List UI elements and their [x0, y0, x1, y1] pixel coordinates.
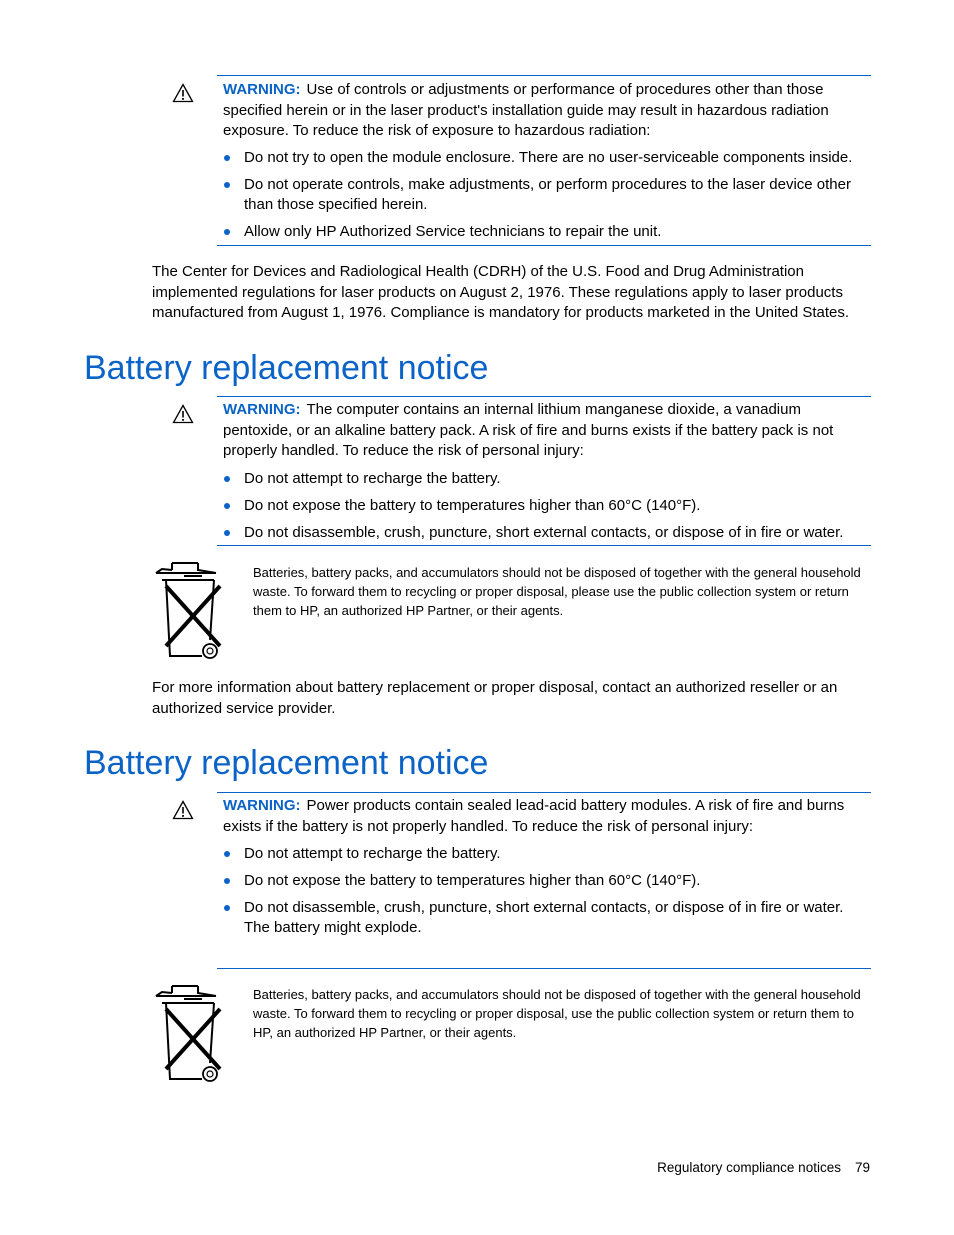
- list-item-text: Do not expose the battery to temperatures higher than 60°C (140°F).: [244, 872, 701, 889]
- list-item: [223, 222, 867, 242]
- warning-label: WARNING:: [223, 401, 301, 418]
- list-item-text: Do not attempt to recharge the battery.: [244, 845, 501, 862]
- warning-triangle-icon: [172, 404, 194, 424]
- crossed-out-wheeled-bin-icon: [152, 983, 226, 1083]
- list-item: [223, 469, 867, 489]
- section-heading: Battery replacement notice: [84, 349, 489, 387]
- warning-top-rule: [217, 396, 871, 397]
- bullet-dot: [224, 229, 230, 235]
- warning-label: WARNING:: [223, 81, 301, 98]
- page-number: 79: [854, 1160, 870, 1175]
- bullet-dot: [224, 878, 230, 884]
- disposal-text: Batteries, battery packs, and accumulators should not be disposed of together with the general household waste. To forward them to recycling or proper disposal, use the public collection system or return them to HP, an authorized HP Partner, or their agents.: [253, 987, 861, 1040]
- more-info-paragraph: For more information about battery replacement or proper disposal, contact an authorized reseller or an authorized service provider.: [152, 679, 838, 717]
- warning-bottom-rule: [217, 545, 871, 546]
- warning-label: WARNING:: [223, 797, 301, 814]
- warning-body: Use of controls or adjustments or performance of procedures other than those specified herein or in the laser product's installation guide may result in hazardous radiation exposure. To reduce the risk of exposure to hazardous radiation:: [223, 81, 829, 139]
- list-item-text: Do not attempt to recharge the battery.: [244, 470, 501, 487]
- lithium-warning-text: [223, 400, 867, 462]
- bullet-dot: [224, 476, 230, 482]
- bullet-dot: [224, 530, 230, 536]
- warning-bottom-rule: [217, 968, 871, 969]
- list-item: [223, 148, 867, 168]
- bullet-dot: [224, 851, 230, 857]
- bullet-dot: [224, 503, 230, 509]
- list-item: [223, 175, 867, 215]
- bullet-dot: [224, 182, 230, 188]
- list-item: [223, 844, 867, 864]
- page-footer: [657, 1158, 870, 1178]
- warning-body: The computer contains an internal lithium manganese dioxide, a vanadium pentoxide, or an alkaline battery pack. A risk of fire and burns exists if the battery pack is not properly handled. To reduce the risk of personal injury:: [223, 401, 834, 459]
- list-item-text: Do not operate controls, make adjustments, or perform procedures to the laser device other than those specified herein.: [244, 176, 851, 213]
- list-item: [223, 871, 867, 891]
- warning-top-rule: [217, 75, 871, 76]
- list-item-text: Do not disassemble, crush, puncture, short external contacts, or dispose of in fire or water. The battery might explode.: [244, 899, 844, 936]
- cdrh-paragraph: The Center for Devices and Radiological Health (CDRH) of the U.S. Food and Drug Administration implemented regulations for laser products on August 2, 1976. These regulations apply to laser products manufactured from August 1, 1976. Compliance is mandatory for products marketed in the United States.: [152, 263, 850, 322]
- footer-section-title: Regulatory compliance notices: [657, 1160, 841, 1175]
- list-item: [223, 898, 867, 938]
- list-item-text: Do not expose the battery to temperatures higher than 60°C (140°F).: [244, 497, 701, 514]
- laser-warning-text: [223, 80, 867, 142]
- warning-triangle-icon: [172, 83, 194, 103]
- bullet-dot: [224, 155, 230, 161]
- disposal-text: Batteries, battery packs, and accumulators should not be disposed of together with the general household waste. To forward them to recycling or proper disposal, please use the public collection system or return them to HP, an authorized HP Partner, or their agents.: [253, 565, 861, 618]
- list-item: [223, 523, 867, 543]
- warning-top-rule: [217, 792, 871, 793]
- lead-acid-warning-text: [223, 796, 867, 837]
- section-heading: Battery replacement notice: [84, 744, 489, 782]
- warning-triangle-icon: [172, 800, 194, 820]
- list-item: [223, 496, 867, 516]
- list-item-text: Do not try to open the module enclosure. There are no user-serviceable components inside.: [244, 149, 853, 166]
- warning-bottom-rule: [217, 245, 871, 246]
- bullet-dot: [224, 905, 230, 911]
- crossed-out-wheeled-bin-icon: [152, 560, 226, 660]
- warning-body: Power products contain sealed lead-acid battery modules. A risk of fire and burns exists if the battery is not properly handled. To reduce the risk of personal injury:: [223, 797, 845, 835]
- list-item-text: Do not disassemble, crush, puncture, short external contacts, or dispose of in fire or water.: [244, 524, 844, 541]
- list-item-text: Allow only HP Authorized Service technicians to repair the unit.: [244, 223, 662, 240]
